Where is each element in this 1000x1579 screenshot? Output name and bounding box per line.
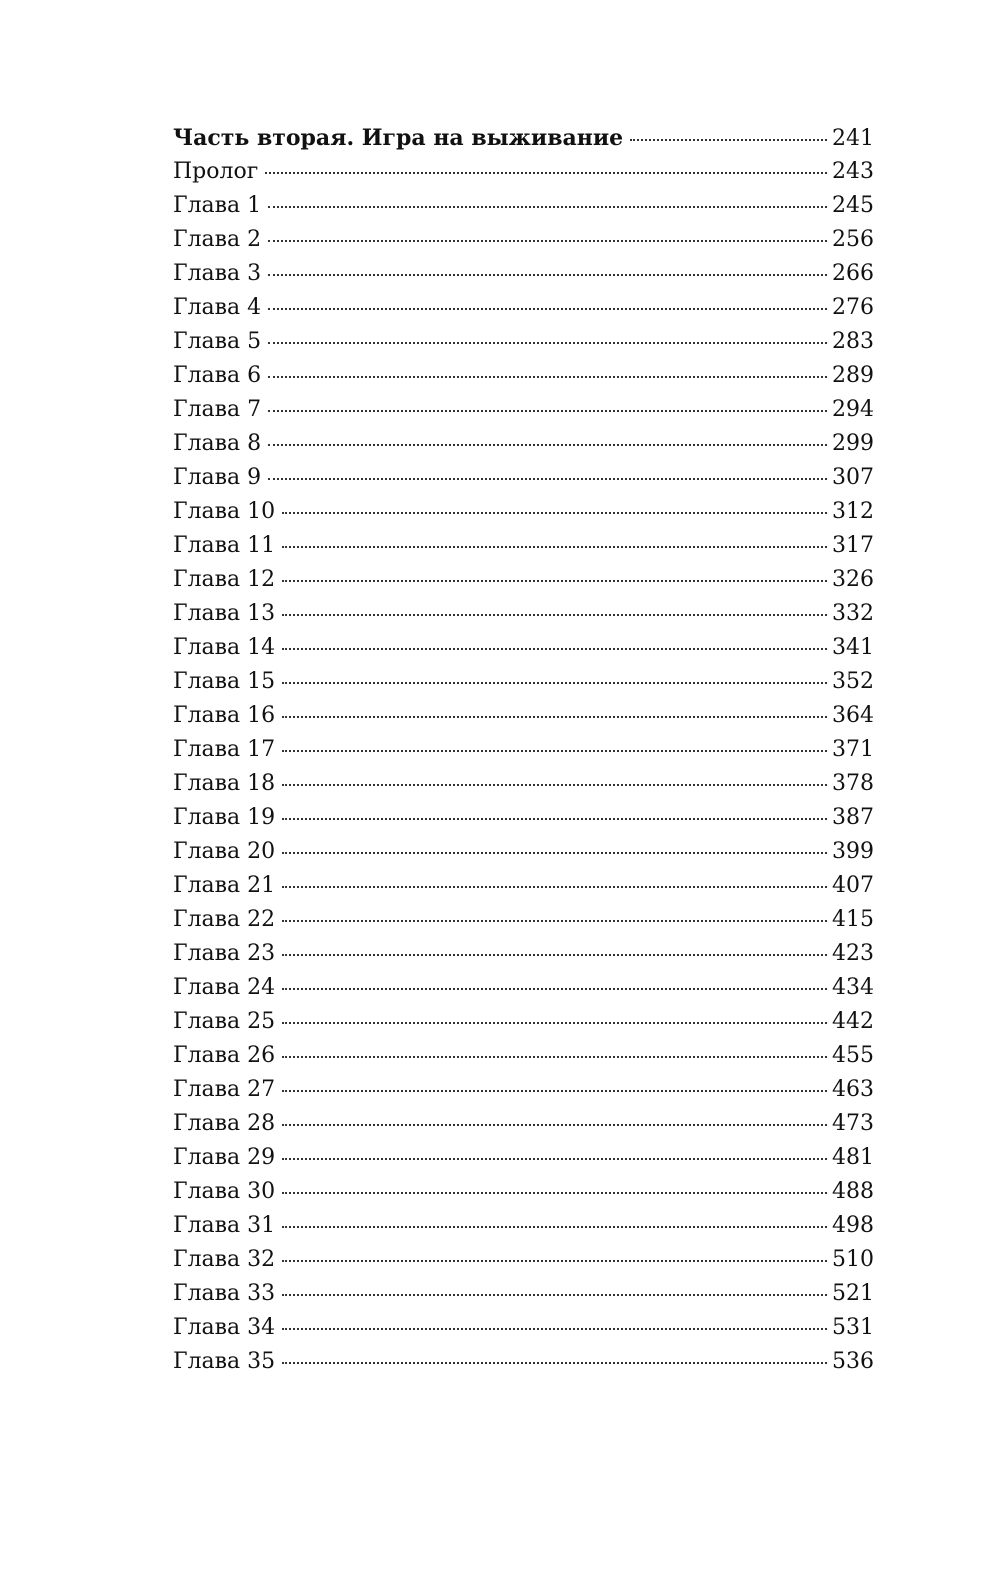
toc-entry-title: Глава 5 — [173, 329, 262, 354]
toc-entry-title: Глава 22 — [173, 907, 276, 932]
toc-entry-title: Пролог — [173, 159, 259, 184]
toc-entry[interactable] — [173, 1311, 874, 1345]
toc-entry-page: 473 — [832, 1111, 874, 1136]
toc-dot-leader — [282, 886, 827, 888]
toc-dot-leader — [268, 274, 827, 276]
toc-entry-page: 307 — [832, 465, 874, 490]
toc-entry-title: Глава 16 — [173, 703, 276, 728]
toc-entry[interactable] — [173, 1107, 874, 1141]
toc-entry-page: 364 — [832, 703, 874, 728]
toc-entry-title: Глава 2 — [173, 227, 262, 252]
toc-entry-page: 289 — [832, 363, 874, 388]
toc-dot-leader — [268, 240, 827, 242]
toc-dot-leader — [282, 648, 827, 650]
toc-entry[interactable] — [173, 1005, 874, 1039]
toc-entry-page: 488 — [832, 1179, 874, 1204]
toc-entry[interactable] — [173, 767, 874, 801]
toc-dot-leader — [282, 1056, 827, 1058]
toc-entry[interactable] — [173, 835, 874, 869]
toc-entry[interactable] — [173, 733, 874, 767]
toc-dot-leader — [282, 954, 827, 956]
toc-dot-leader — [282, 1260, 827, 1262]
toc-dot-leader — [268, 342, 827, 344]
toc-entry-title: Глава 18 — [173, 771, 276, 796]
toc-entry-page: 531 — [832, 1315, 874, 1340]
toc-entry[interactable] — [173, 529, 874, 563]
toc-entry-page: 399 — [832, 839, 874, 864]
toc-entry[interactable] — [173, 1209, 874, 1243]
toc-entry[interactable] — [173, 257, 874, 291]
toc-entry-title: Глава 7 — [173, 397, 262, 422]
toc-entry[interactable] — [173, 495, 874, 529]
toc-entry-page: 481 — [832, 1145, 874, 1170]
toc-entry-page: 294 — [832, 397, 874, 422]
toc-dot-leader — [268, 410, 827, 412]
toc-entry[interactable] — [173, 1277, 874, 1311]
toc-entry-page: 387 — [832, 805, 874, 830]
toc-entry-title: Глава 30 — [173, 1179, 276, 1204]
toc-entry[interactable] — [173, 665, 874, 699]
toc-entry-page: 352 — [832, 669, 874, 694]
toc-entry-page: 442 — [832, 1009, 874, 1034]
toc-entry-page: 371 — [832, 737, 874, 762]
toc-entry-title: Глава 19 — [173, 805, 276, 830]
toc-entry-page: 407 — [832, 873, 874, 898]
toc-entry[interactable] — [173, 631, 874, 665]
toc-entry-page: 332 — [832, 601, 874, 626]
toc-dot-leader — [282, 920, 827, 922]
toc-entry[interactable] — [173, 155, 874, 189]
toc-entry-title: Глава 34 — [173, 1315, 276, 1340]
toc-entry-page: 245 — [832, 193, 874, 218]
toc-entry[interactable] — [173, 1039, 874, 1073]
toc-dot-leader — [282, 1124, 827, 1126]
toc-part-page: 241 — [832, 126, 874, 151]
toc-dot-leader — [282, 716, 827, 718]
toc-entry-page: 312 — [832, 499, 874, 524]
toc-dot-leader — [282, 818, 827, 820]
toc-entry[interactable] — [173, 223, 874, 257]
toc-dot-leader — [282, 1226, 827, 1228]
toc-dot-leader — [282, 1362, 827, 1364]
toc-entry-title: Глава 17 — [173, 737, 276, 762]
toc-dot-leader — [630, 139, 827, 141]
toc-entry-title: Глава 11 — [173, 533, 276, 558]
toc-entry-page: 415 — [832, 907, 874, 932]
toc-entry-page: 378 — [832, 771, 874, 796]
toc-entry[interactable] — [173, 1243, 874, 1277]
toc-dot-leader — [282, 512, 827, 514]
toc-entry-page: 283 — [832, 329, 874, 354]
toc-entry-title: Глава 31 — [173, 1213, 276, 1238]
toc-entry-page: 510 — [832, 1247, 874, 1272]
toc-entry-title: Глава 27 — [173, 1077, 276, 1102]
toc-entry-page: 299 — [832, 431, 874, 456]
toc-entry[interactable] — [173, 903, 874, 937]
table-of-contents — [173, 121, 874, 1379]
toc-entry-title: Глава 29 — [173, 1145, 276, 1170]
toc-entry-title: Глава 26 — [173, 1043, 276, 1068]
toc-entry-page: 536 — [832, 1349, 874, 1374]
toc-entry-page: 521 — [832, 1281, 874, 1306]
toc-entry-page: 276 — [832, 295, 874, 320]
toc-dot-leader — [282, 988, 827, 990]
toc-dot-leader — [282, 1328, 827, 1330]
toc-dot-leader — [265, 172, 827, 174]
toc-dot-leader — [282, 1158, 827, 1160]
toc-entry-page: 455 — [832, 1043, 874, 1068]
toc-entry-page: 266 — [832, 261, 874, 286]
toc-dot-leader — [282, 1090, 827, 1092]
toc-entry-page: 434 — [832, 975, 874, 1000]
toc-entry[interactable] — [173, 427, 874, 461]
toc-entry-title: Глава 15 — [173, 669, 276, 694]
toc-entry-title: Глава 3 — [173, 261, 262, 286]
toc-entry[interactable] — [173, 563, 874, 597]
toc-dot-leader — [282, 1192, 827, 1194]
toc-dot-leader — [282, 750, 827, 752]
toc-entry-title: Глава 6 — [173, 363, 262, 388]
toc-entry-page: 256 — [832, 227, 874, 252]
toc-entry-title: Глава 21 — [173, 873, 276, 898]
toc-dot-leader — [282, 852, 827, 854]
toc-dot-leader — [282, 580, 827, 582]
toc-entry-title: Глава 13 — [173, 601, 276, 626]
toc-dot-leader — [268, 308, 827, 310]
toc-dot-leader — [282, 546, 827, 548]
toc-entry[interactable] — [173, 393, 874, 427]
toc-dot-leader — [268, 444, 827, 446]
toc-entry[interactable] — [173, 291, 874, 325]
toc-entry-title: Глава 24 — [173, 975, 276, 1000]
toc-entry-page: 341 — [832, 635, 874, 660]
toc-entry-page: 498 — [832, 1213, 874, 1238]
toc-entry[interactable] — [173, 699, 874, 733]
toc-entry-page: 423 — [832, 941, 874, 966]
toc-dot-leader — [268, 376, 827, 378]
toc-entry-title: Глава 33 — [173, 1281, 276, 1306]
toc-entry-title: Глава 25 — [173, 1009, 276, 1034]
toc-part-title: Часть вторая. Игра на выживание — [173, 125, 624, 151]
toc-entry[interactable] — [173, 869, 874, 903]
toc-part-heading[interactable] — [173, 121, 874, 155]
toc-entry[interactable] — [173, 1175, 874, 1209]
toc-entry[interactable] — [173, 359, 874, 393]
toc-entry-title: Глава 14 — [173, 635, 276, 660]
toc-entry[interactable] — [173, 937, 874, 971]
toc-entry-title: Глава 8 — [173, 431, 262, 456]
toc-entry-page: 326 — [832, 567, 874, 592]
toc-entry[interactable] — [173, 1141, 874, 1175]
toc-entry[interactable] — [173, 1345, 874, 1379]
toc-dot-leader — [268, 478, 827, 480]
toc-entry[interactable] — [173, 189, 874, 223]
toc-dot-leader — [282, 1294, 827, 1296]
toc-entry-title: Глава 35 — [173, 1349, 276, 1374]
toc-entry-page: 317 — [832, 533, 874, 558]
toc-entry[interactable] — [173, 801, 874, 835]
toc-entry-page: 463 — [832, 1077, 874, 1102]
toc-entry-title: Глава 28 — [173, 1111, 276, 1136]
toc-entry[interactable] — [173, 325, 874, 359]
toc-entry-title: Глава 32 — [173, 1247, 276, 1272]
toc-dot-leader — [282, 614, 827, 616]
toc-entry-title: Глава 4 — [173, 295, 262, 320]
toc-dot-leader — [282, 1022, 827, 1024]
toc-entry[interactable] — [173, 971, 874, 1005]
toc-entry[interactable] — [173, 1073, 874, 1107]
toc-entry-title: Глава 9 — [173, 465, 262, 490]
toc-entries — [173, 155, 874, 1379]
toc-entry[interactable] — [173, 597, 874, 631]
toc-dot-leader — [268, 206, 827, 208]
toc-entry-title: Глава 20 — [173, 839, 276, 864]
toc-entry-title: Глава 12 — [173, 567, 276, 592]
toc-entry[interactable] — [173, 461, 874, 495]
toc-entry-page: 243 — [832, 159, 874, 184]
toc-dot-leader — [282, 682, 827, 684]
toc-entry-title: Глава 10 — [173, 499, 276, 524]
toc-entry-title: Глава 1 — [173, 193, 262, 218]
toc-entry-title: Глава 23 — [173, 941, 276, 966]
toc-dot-leader — [282, 784, 827, 786]
